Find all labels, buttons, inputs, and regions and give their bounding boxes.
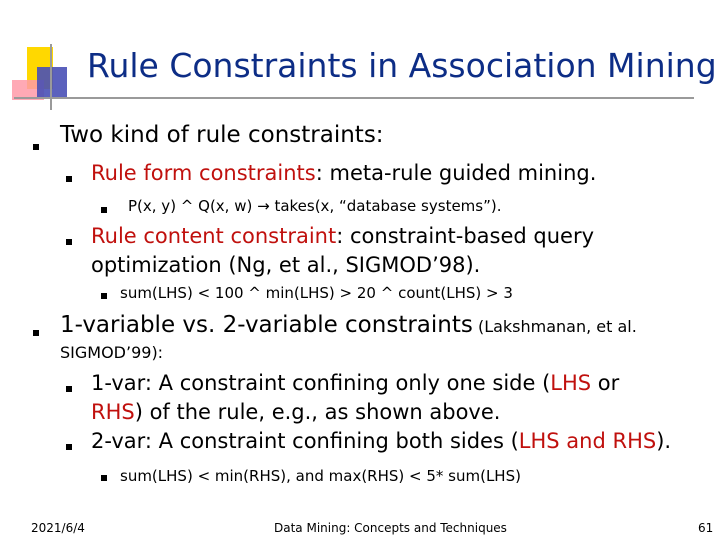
example-content-constraint: sum(LHS) < 100 ^ min(LHS) > 20 ^ count(LHS) > 3 [120,284,513,302]
bullet-marker [66,239,72,245]
bullet-rule-constraints: Two kind of rule constraints: [60,122,384,148]
bullet-marker [66,386,72,392]
rule-content-line2: optimization (Ng, et al., SIGMOD’98). [91,253,481,277]
bullet-marker [101,293,107,299]
example-meta-rule: P(x, y) ^ Q(x, w) → takes(x, “database systems”). [128,197,502,215]
one-var-text: 1-var: A constraint confining only one side ( [91,371,551,395]
term-rhs: RHS [91,400,135,424]
term-rule-content: Rule content constraint [91,224,337,248]
title-divider-line [14,97,694,99]
bullet-two-var [91,429,671,453]
one-var-rest: ) of the rule, e.g., as shown above. [134,400,501,424]
two-var-rest: ). [656,429,672,453]
bullet-marker [33,144,39,150]
slide-title: Rule Constraints in Association Mining [87,46,717,85]
bullet-rule-content [91,224,594,248]
footer-date: 2021/6/4 [31,521,85,535]
two-var-text: 2-var: A constraint confining both sides ( [91,429,519,453]
or-text: or [591,371,620,395]
one-var-line2 [91,400,500,424]
citation-text: (Lakshmanan, et al. [472,317,637,336]
term-rule-form: Rule form constraints [91,161,316,185]
bullet-marker [66,444,72,450]
bullet-rule-form [91,161,596,185]
term-lhs-and-rhs: LHS and RHS [518,429,657,453]
rule-form-text: : meta-rule guided mining. [315,161,597,185]
example-two-var: sum(LHS) < min(RHS), and max(RHS) < 5* sum(LHS) [120,467,521,485]
term-lhs: LHS [550,371,592,395]
citation-line2: SIGMOD’99): [60,343,164,362]
rule-content-text: : constraint-based query [336,224,595,248]
bullet-marker [101,475,107,481]
bullet-one-var [91,371,619,395]
variable-constraints-text: 1-variable vs. 2-variable constraints [60,312,473,338]
bullet-marker [101,207,107,213]
bullet-marker [33,330,39,336]
decoration-blue-square [37,67,67,99]
page-number: 61 [698,521,714,535]
footer-title: Data Mining: Concepts and Techniques [274,521,507,535]
decoration-vertical-line [50,44,52,110]
bullet-variable-constraints [60,312,637,338]
bullet-marker [66,176,72,182]
